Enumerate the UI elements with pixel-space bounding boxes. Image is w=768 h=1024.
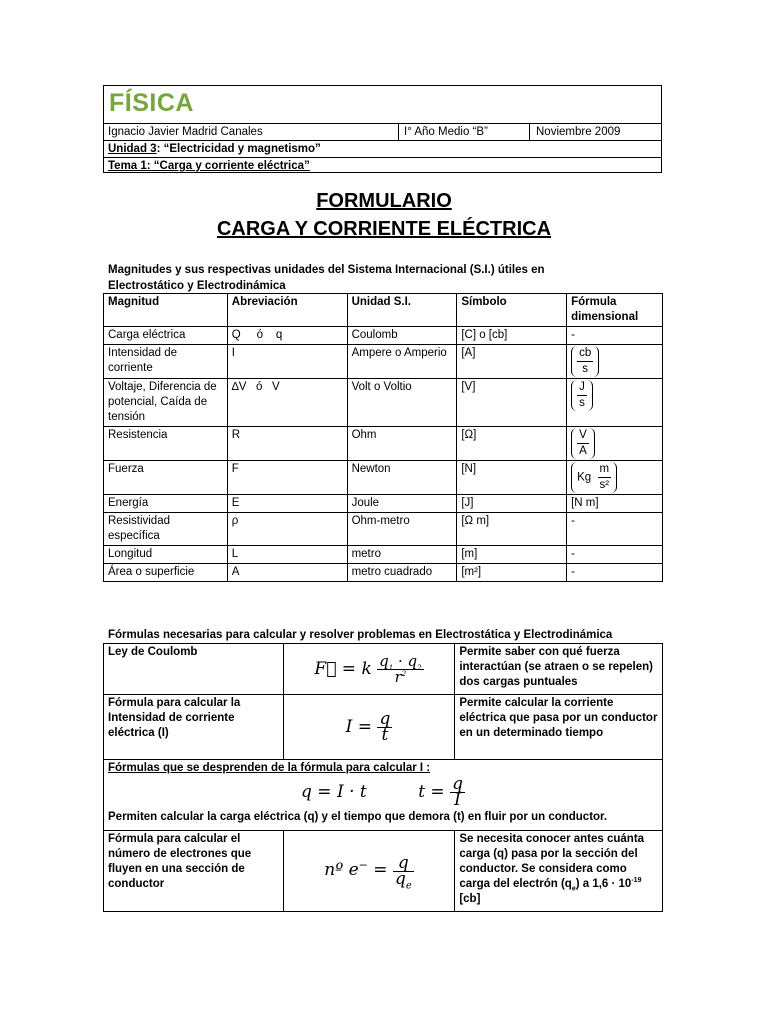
col-header: Unidad S.I.	[347, 294, 457, 327]
cell-formula: -	[567, 327, 663, 345]
cell-formula: -	[567, 513, 663, 546]
col-header: Abreviación	[227, 294, 347, 327]
cell-formula	[567, 427, 663, 461]
cell-magnitud: Fuerza	[104, 461, 228, 495]
cell-magnitud: Voltaje, Diferencia de potencial, Caída de tensión	[104, 379, 228, 427]
intensity-formula: I = $\frac{q}{t}$	[283, 695, 455, 760]
cell-magnitud: Área o superficie	[104, 564, 228, 582]
table-row	[104, 427, 663, 461]
header-info-row	[104, 124, 661, 141]
cell-unidad: Ohm	[347, 427, 457, 461]
cell-simbolo: [N]	[457, 461, 567, 495]
col-header: Símbolo	[457, 294, 567, 327]
table-header-row	[104, 294, 663, 327]
formula-description: Permite saber con qué fuerza interactúan (se atraen o se repelen) dos cargas puntuales	[455, 644, 663, 695]
unit-row	[104, 141, 661, 158]
cell-simbolo: [Ω m]	[457, 513, 567, 546]
table-row	[104, 831, 663, 912]
dimension-fraction: $\frac{J}{s}$	[579, 381, 585, 409]
cell-formula: Kg $\frac{m}{\text{s²}}$	[567, 461, 663, 495]
col-header: Magnitud	[104, 294, 228, 327]
formula-name: Fórmula para calcular la Intensidad de corriente eléctrica (I)	[104, 695, 284, 760]
cell-unidad: Joule	[347, 495, 457, 513]
cell-magnitud: Carga eléctrica	[104, 327, 228, 345]
cell-simbolo: [m²]	[457, 564, 567, 582]
dimension-fraction: $\frac{m}{\text{s²}}$	[599, 463, 610, 491]
dimension-fraction: $\frac{V}{A}$	[579, 429, 587, 457]
cell-simbolo: [J]	[457, 495, 567, 513]
page-title	[0, 187, 768, 243]
formula-name: Fórmula para calcular el número de electrones que fluyen en una sección de conductor	[104, 831, 284, 912]
table-row	[104, 345, 663, 379]
cell-unidad: Volt o Voltio	[347, 379, 457, 427]
cell-abrev: F	[227, 461, 347, 495]
coulomb-formula: F⃗ = k $\frac{q_1 \cdot q_2}{r^2}$	[283, 644, 455, 695]
table-row	[104, 644, 663, 695]
table-row	[104, 695, 663, 760]
cell-unidad: Coulomb	[347, 327, 457, 345]
table-row	[104, 564, 663, 582]
date-label: Noviembre 2009	[536, 126, 621, 138]
cell-magnitud: Intensidad de corriente	[104, 345, 228, 379]
cell-abrev: ρ	[227, 513, 347, 546]
derived-description: Permiten calcular la carga eléctrica (q) y el tiempo que demora (t) en fluir por un conductor.	[108, 811, 608, 823]
formula-name: Ley de Coulomb	[104, 644, 284, 695]
author-name: Ignacio Javier Madrid Canales	[108, 126, 263, 138]
cell-simbolo: [C] o [cb]	[457, 327, 567, 345]
unit-text: : “Electricidad y magnetismo”	[156, 143, 321, 155]
cell-unidad: Newton	[347, 461, 457, 495]
cell-unidad: Ohm-metro	[347, 513, 457, 546]
cell-formula	[567, 379, 663, 427]
cell-formula	[567, 345, 663, 379]
cell-formula: -	[567, 564, 663, 582]
cell-abrev: I	[227, 345, 347, 379]
table-row	[104, 327, 663, 345]
col-header: Fórmula dimensional	[567, 294, 663, 327]
table-row	[104, 379, 663, 427]
cell-formula: -	[567, 546, 663, 564]
cell-abrev: Q ó q	[227, 327, 347, 345]
title-line-1: FORMULARIO	[316, 190, 452, 212]
cell-abrev: E	[227, 495, 347, 513]
cell-magnitud: Energía	[104, 495, 228, 513]
cell-simbolo: [V]	[457, 379, 567, 427]
topic-label: Tema 1: “Carga y corriente eléctrica”	[108, 160, 310, 172]
formulas-table	[103, 643, 663, 912]
formula-description: Permite calcular la corriente eléctrica que pasa por un conductor en un determinado tiempo	[455, 695, 663, 760]
cell-abrev: ∆V ó V	[227, 379, 347, 427]
table-row	[104, 546, 663, 564]
cell-simbolo: [A]	[457, 345, 567, 379]
table-row	[104, 495, 663, 513]
cell-unidad: Ampere o Amperio	[347, 345, 457, 379]
course-label: I° Año Medio “B”	[404, 126, 488, 138]
table-row	[104, 760, 663, 831]
dimension-fraction: $\frac{cb}{s}$	[579, 347, 592, 375]
magnitudes-caption: Magnitudes y sus respectivas unidades del Sistema Internacional (S.I.) útiles en Electrostático y Electrodinámica	[108, 264, 545, 292]
magnitudes-table	[103, 293, 663, 582]
table-row	[104, 513, 663, 546]
cell-simbolo: [m]	[457, 546, 567, 564]
cell-formula: [N m]	[567, 495, 663, 513]
cell-unidad: metro cuadrado	[347, 564, 457, 582]
cell-unidad: metro	[347, 546, 457, 564]
cell-magnitud: Resistividad específica	[104, 513, 228, 546]
unit-label: Unidad 3	[108, 143, 157, 155]
derived-formulas-cell	[104, 760, 663, 831]
cell-abrev: A	[227, 564, 347, 582]
cell-simbolo: [Ω]	[457, 427, 567, 461]
subject-title: FÍSICA	[109, 89, 194, 117]
cell-abrev: R	[227, 427, 347, 461]
derived-formulas: q = I · t t = $\frac{q}{I}$	[301, 774, 463, 810]
cell-abrev: L	[227, 546, 347, 564]
cell-magnitud: Longitud	[104, 546, 228, 564]
title-line-2: CARGA Y CORRIENTE ELÉCTRICA	[216, 218, 552, 240]
derived-title: Fórmulas que se desprenden de la fórmula para calcular I :	[108, 762, 431, 774]
header-box	[103, 85, 662, 173]
table-row	[104, 461, 663, 495]
cell-magnitud: Resistencia	[104, 427, 228, 461]
electrons-formula: nº e− = $\frac{q}{q_e}$	[283, 831, 455, 912]
topic-row	[104, 158, 661, 174]
formula-description: Se necesita conocer antes cuánta carga (q) pasa por la sección del conductor. Se considera como carga del electrón $(q_e)$ a $1,6 \cdot 10^{-19}$ [cb]	[455, 831, 663, 912]
formulas-caption: Fórmulas necesarias para calcular y resolver problemas en Electrostática y Electrodinámica	[108, 629, 613, 641]
